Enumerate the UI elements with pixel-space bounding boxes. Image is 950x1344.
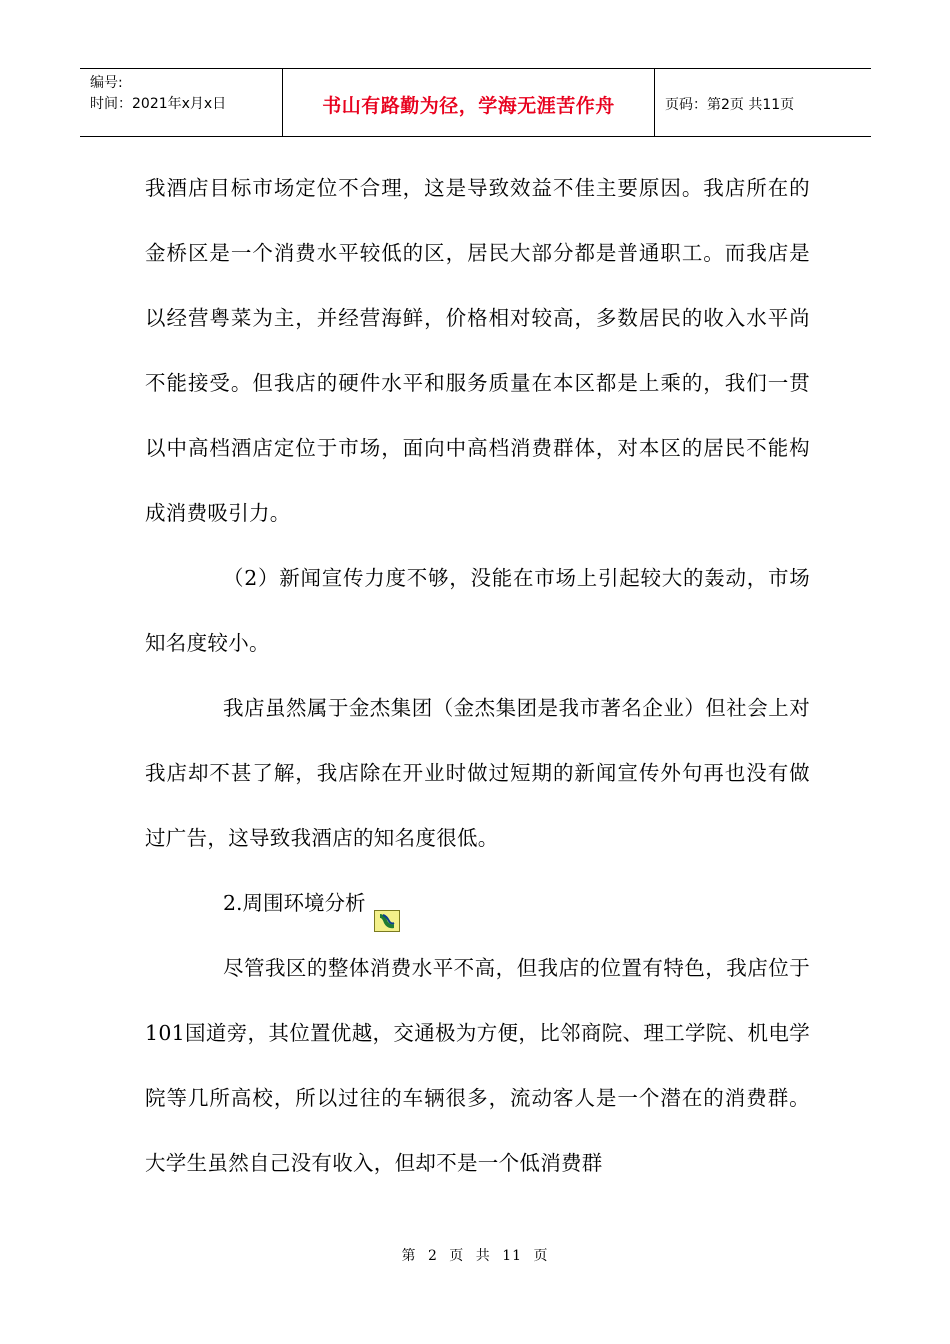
page-footer: 第 2 页 共 11 页 xyxy=(401,1248,549,1264)
header-number-label: 编号: xyxy=(90,75,123,91)
header-page-info: 页码：第2页 共11页 xyxy=(665,96,795,113)
paragraph-3: 我店虽然属于金杰集团（金杰集团是我市著名企业）但社会上对我店却不甚了解，我店除在开业时做过短期的新闻宣传外句再也没有做过广告，这导致我酒店的知名度很低。 xyxy=(145,696,810,850)
document-body xyxy=(145,156,810,1196)
header-meta xyxy=(80,69,283,136)
document-link-icon[interactable] xyxy=(374,893,400,915)
paragraph-4: 尽管我区的整体消费水平不高，但我店的位置有特色，我店位于101国道旁，其位置优越，交通极为方便，比邻商院、理工学院、机电学院等几所高校，所以过往的车辆很多，流动客人是一个潜在的消费群。大学生虽然自己没有收入，但却不是一个低消费群 xyxy=(145,956,810,1175)
header-motto: 书山有路勤为径，学海无涯苦作舟 xyxy=(322,94,615,117)
header-time-label: 时间：2021年x月x日 xyxy=(90,96,227,112)
paragraph-2: （2）新闻宣传力度不够，没能在市场上引起较大的轰动，市场知名度较小。 xyxy=(145,566,810,655)
paragraph-1: 我酒店目标市场定位不合理，这是导致效益不佳主要原因。我店所在的金桥区是一个消费水平较低的区，居民大部分都是普通职工。而我店是以经营粤菜为主，并经营海鲜，价格相对较高，多数居民的收入水平尚不能接受。但我店的硬件水平和服务质量在本区都是上乘的，我们一贯以中高档酒店定位于市场，面向中高档消费群体，对本区的居民不能构成消费吸引力。 xyxy=(145,176,810,525)
header-page-info-cell xyxy=(655,69,871,136)
page-header xyxy=(80,68,871,137)
section-heading xyxy=(145,871,810,936)
header-motto-cell xyxy=(283,69,655,136)
section-heading-text: 2.周围环境分析 xyxy=(223,891,366,915)
